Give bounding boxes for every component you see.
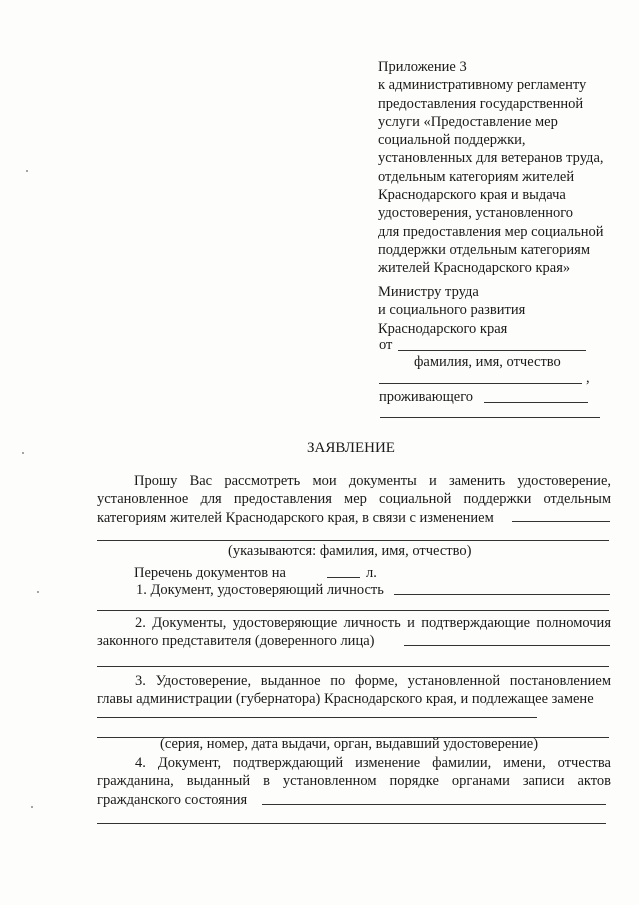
item1-fill-line[interactable] (394, 594, 610, 595)
appendix-line: установленных для ветеранов труда, (378, 150, 604, 167)
scan-speck (31, 806, 33, 808)
change-fill-line[interactable] (512, 521, 610, 522)
appendix-line: жителей Краснодарского края» (378, 260, 571, 277)
residing-fill-line[interactable] (484, 402, 588, 403)
appendix-line: Краснодарского края и выдача (378, 187, 566, 204)
addressee-line: и социального развития (378, 302, 526, 319)
appendix-line: социальной поддержки, (378, 132, 526, 149)
appendix-block (378, 58, 604, 278)
item3-line: главы администрации (губернатора) Краснодарского края, и подлежащее замене (97, 691, 594, 708)
appendix-line: отдельным категориям жителей (378, 168, 575, 185)
item3-fill-line[interactable] (97, 717, 537, 718)
item3-caption: (серия, номер, дата выдачи, орган, выдавший удостоверение) (160, 736, 539, 752)
addressee-block (378, 283, 525, 338)
appendix-line: предоставления государственной (378, 95, 584, 112)
fio-caption: фамилия, имя, отчество (414, 354, 561, 370)
item2-fill-line[interactable] (404, 645, 610, 646)
item4-fill-line[interactable] (262, 804, 606, 805)
appendix-line: к административному регламенту (378, 77, 587, 94)
appendix-line: Приложение 3 (378, 59, 467, 75)
intro-line: установленное для предоставления мер социальной поддержки отдельным (97, 491, 611, 508)
addressee-line: Краснодарского края (378, 320, 508, 337)
item2-fill-line-2[interactable] (97, 666, 609, 667)
item-1: 1. Документ, удостоверяющий личность (136, 582, 384, 598)
docs-list-label: Перечень документов на (134, 565, 286, 581)
scan-speck (26, 170, 28, 172)
fio-caption-2: (указываются: фамилия, имя, отчество) (228, 543, 472, 559)
intro-line: категориям жителей Краснодарского края, в связи с изменением (97, 509, 494, 526)
appendix-line: удостоверения, установленного (378, 205, 574, 222)
residing-label: проживающего (379, 389, 474, 405)
item2-line: 2. Документы, удостоверяющие личность и подтверждающие полномочия (135, 615, 611, 631)
item4-line: 4. Документ, подтверждающий изменение фамилии, имени, отчества (135, 755, 611, 771)
scan-speck (22, 452, 24, 454)
docs-count-fill-line[interactable] (327, 577, 360, 578)
residing-fill-line-2[interactable] (380, 417, 600, 418)
from-fill-line[interactable] (398, 350, 586, 351)
appendix-line: для предоставления мер социальной (378, 223, 604, 240)
intro-paragraph (97, 472, 611, 527)
page-title: ЗАЯВЛЕНИЕ (307, 440, 395, 456)
item2-line: законного представителя (доверенного лица) (97, 633, 375, 650)
scan-speck (37, 591, 39, 593)
fio-fill-line[interactable] (379, 383, 582, 384)
comma: , (586, 370, 590, 386)
item4-line: гражданского состояния (97, 791, 248, 808)
item-4 (97, 754, 611, 809)
addressee-line: Министру труда (378, 284, 479, 300)
item3-line: 3. Удостоверение, выданное по форме, установленной постановлением (135, 673, 611, 689)
appendix-line: поддержки отдельным категориям (378, 241, 590, 258)
item1-fill-line-2[interactable] (97, 610, 609, 611)
appendix-line: услуги «Предоставление мер (378, 113, 558, 130)
item4-fill-line-2[interactable] (97, 823, 606, 824)
intro-line: Прошу Вас рассмотреть мои документы и заменить удостоверение, (134, 473, 611, 489)
change-fill-line-2[interactable] (97, 540, 609, 541)
from-label: от (379, 337, 393, 353)
item4-line: гражданина, выданный в установленном порядке органами записи актов (97, 773, 611, 790)
item-3 (97, 672, 611, 709)
docs-list-suffix: л. (366, 565, 377, 581)
